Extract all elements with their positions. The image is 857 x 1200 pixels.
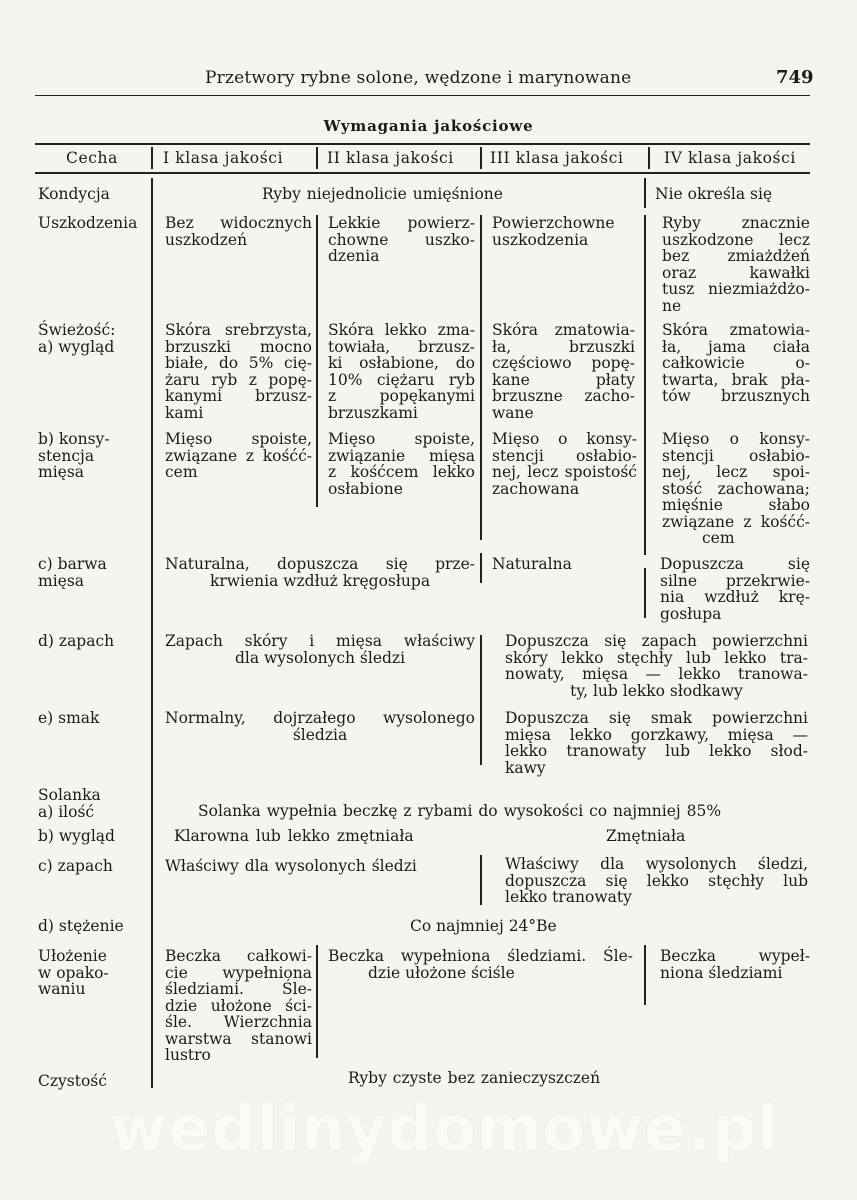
cell-line: nej, lecz spoistość (492, 463, 637, 481)
solanka-zapach-klasa-1-2: Właściwy dla wysolonych śledzi (165, 857, 417, 875)
header-separator (316, 147, 318, 169)
column-header-klasa-1: I klasa jakości (163, 149, 284, 167)
cell-line: 10% ciężaru ryb (328, 370, 475, 389)
cell-line: w opako- (38, 963, 109, 982)
cell-line: mięsa lekko gorzkawy, mięsa — (505, 725, 808, 744)
cell-line: związanie mięsa (328, 446, 475, 465)
running-header-title: Przetwory rybne solone, wędzone i marynowane (205, 68, 632, 88)
swiezosc-klasa-3 (492, 322, 635, 421)
cell-line: cem (702, 529, 735, 547)
cell-line: związane z kośćć- (165, 446, 312, 465)
cell-line: zachowana (492, 479, 580, 498)
stezenie-all: Co najmniej 24°Be (410, 917, 557, 935)
column-header-klasa-2: II klasa jakości (327, 149, 454, 167)
cell-line: c) barwa (38, 555, 107, 573)
swiezosc-klasa-2 (328, 322, 475, 421)
cell-line: Mięso o konsy- (492, 430, 637, 448)
cell-line: warstwa stanowi (165, 1029, 312, 1048)
column-header-cecha: Cecha (66, 149, 118, 167)
cell-line: śledziami. Śle- (165, 980, 312, 998)
swiezosc-klasa-1 (165, 322, 312, 421)
row-label-zapach: d) zapach (38, 632, 115, 650)
cell-line: dla wysolonych śledzi (234, 648, 406, 667)
column-separator-3-4 (480, 553, 482, 583)
cell-line: mięśnie słabo (662, 496, 810, 514)
uszkodzenia-klasa-2 (328, 215, 475, 265)
cell-line: stencja (38, 446, 95, 465)
cell-line: Skóra srebrzysta, (165, 321, 312, 339)
cell-line: Solanka (38, 786, 101, 804)
cell-line: tów brzusznych (662, 387, 810, 405)
row-label-kondycja: Kondycja (38, 185, 110, 203)
row-label-swiezosc (38, 322, 115, 355)
cell-line: dopuszcza się lekko stęchły lub (505, 871, 808, 890)
cell-line: gosłupa (660, 604, 722, 623)
column-separator-ulozenie (316, 945, 318, 1058)
cell-line: oraz kawałki (662, 263, 810, 282)
kondycja-klasa-1-3: Ryby niejednolicie umięśnione (262, 185, 503, 203)
cell-line: ła, jama ciała (662, 337, 810, 356)
swiezosc-klasa-4 (662, 322, 810, 405)
cell-line: śle. Wierzchnia (165, 1013, 312, 1031)
cell-line: lekko tranowaty lub lekko słod- (505, 742, 808, 760)
row-label-uszkodzenia: Uszkodzenia (38, 214, 138, 232)
zapach-klasa-1-2 (165, 633, 475, 666)
cell-line: stość zachowana; (662, 479, 810, 498)
cell-line: towiała, brzusz- (328, 337, 475, 356)
cell-line: cie wypełniona (165, 963, 312, 982)
cell-line: uszkodzenia (492, 230, 589, 249)
cell-line: dzie ułożone ściśle (368, 963, 515, 982)
cell-line: kanymi brzusz- (165, 387, 312, 405)
cell-line: Zapach skóry i mięsa właściwy (165, 632, 475, 650)
table-title: Wymagania jakościowe (323, 117, 534, 135)
cell-line: Mięso spoiste, (328, 430, 475, 448)
row-label-smak: e) smak (38, 709, 100, 727)
header-separator (648, 147, 650, 169)
cell-line: Dopuszcza się zapach powierzchni (505, 632, 808, 650)
cell-line: mięsa (38, 571, 85, 590)
cell-line: twarta, brak pła- (662, 370, 810, 389)
cell-line: Świeżość: (38, 321, 116, 339)
cell-line: kawy (505, 758, 546, 777)
cell-line: żaru ryb z popę- (165, 370, 312, 389)
column-header-klasa-4: IV klasa jakości (664, 149, 796, 167)
cell-line: a) wygląd (38, 337, 115, 356)
cell-line: nia wzdłuż krę- (660, 588, 810, 606)
row-label-ulozenie (38, 948, 109, 998)
konsystencja-klasa-4 (662, 431, 810, 547)
table-header-rule (35, 172, 810, 174)
barwa-klasa-3: Naturalna (492, 555, 572, 573)
cell-line: Normalny, dojrzałego wysolonego (165, 709, 475, 727)
row-label-barwa (38, 556, 107, 589)
cell-line: częściowo popę- (492, 354, 635, 372)
cell-line: brzuszkami (328, 403, 418, 422)
cell-line: Skóra zmatowia- (662, 321, 810, 339)
table-top-rule (35, 143, 810, 145)
barwa-klasa-1-2 (165, 556, 475, 589)
cell-line: osłabione (328, 479, 403, 498)
cell-line: całkowicie o- (662, 354, 810, 372)
cell-line: stencji osłabio- (662, 446, 810, 465)
row-label-stezenie: d) stężenie (38, 917, 124, 935)
cell-line: Mięso o konsy- (662, 430, 810, 448)
cell-line: nowaty, mięsa — lekko tranowa- (505, 665, 808, 683)
column-separator-3-4 (644, 568, 646, 618)
cell-line: Lekkie powierz- (328, 214, 475, 232)
cell-line: skóry lekko stęchły lub lekko tra- (505, 648, 808, 667)
cell-line: ty, lub lekko słodkawy (570, 681, 743, 700)
uszkodzenia-klasa-3 (492, 215, 639, 248)
cell-line: waniu (38, 980, 86, 998)
cell-line: silne przekrwie- (660, 571, 810, 590)
konsystencja-klasa-3 (492, 431, 637, 497)
cell-line: krwienia wzdłuż kręgosłupa (209, 571, 431, 590)
column-header-klasa-3: III klasa jakości (490, 149, 624, 167)
cell-line: dzenia (328, 247, 380, 265)
row-label-solanka-wyglad: b) wygląd (38, 827, 115, 845)
column-separator-1-2 (480, 635, 482, 765)
zapach-klasa-3-4 (505, 633, 808, 699)
cell-line: chowne uszko- (328, 230, 475, 249)
column-separator-3-4 (480, 215, 482, 540)
cell-line: Powierzchowne (492, 214, 615, 232)
kondycja-klasa-4: Nie określa się (655, 185, 773, 203)
watermark: wedlinydomowe.pl (110, 1092, 780, 1165)
cell-line: lustro (165, 1046, 211, 1064)
solanka-wyglad-klasa-3-4: Zmętniała (606, 827, 686, 845)
cell-line: kane płaty (492, 370, 635, 389)
cell-line: lekko tranowaty (505, 888, 632, 906)
ulozenie-klasa-1 (165, 948, 312, 1064)
cell-line: brzuszki mocno (165, 337, 312, 356)
page-number: 749 (776, 67, 814, 88)
cell-line: Ryby znacznie (662, 214, 810, 232)
cell-line: nej, lecz spoi- (662, 463, 810, 481)
cell-line: stencji osłabio- (492, 446, 637, 465)
cell-line: wane (492, 403, 534, 422)
cell-line: dzie ułożone ści- (165, 996, 312, 1015)
ulozenie-klasa-2-3 (328, 948, 633, 981)
cell-line: brzuszne zacho- (492, 387, 635, 405)
smak-klasa-1-2 (165, 710, 475, 743)
cell-line: z popękanymi (328, 387, 475, 405)
cell-line: Beczka wypełniona śledziami. Śle- (328, 947, 633, 965)
czystosc-all: Ryby czyste bez zanieczyszczeń (348, 1069, 601, 1087)
column-separator-1-2 (480, 855, 482, 905)
cell-line: Mięso spoiste, (165, 430, 312, 448)
cell-line: ła, brzuszki (492, 337, 635, 356)
cell-line: bez zmiażdżeń (662, 247, 810, 265)
cell-line: ki osłabione, do (328, 354, 475, 372)
row-label-czystosc: Czystość (38, 1072, 107, 1090)
cell-line: śledzia (292, 725, 348, 744)
ulozenie-klasa-4 (660, 948, 810, 981)
cell-line: białe, do 5% cię- (165, 354, 312, 372)
column-separator-label (151, 178, 153, 1088)
cell-line: Bez widocznych (165, 214, 312, 232)
cell-line: niona śledziami (660, 963, 783, 982)
uszkodzenia-klasa-1 (165, 215, 312, 248)
cell-line: cem (165, 463, 198, 481)
cell-line: Właściwy dla wysolonych śledzi, (505, 855, 808, 873)
cell-line: kami (165, 403, 204, 422)
cell-line: Skóra zmatowia- (492, 321, 635, 339)
solanka-zapach-klasa-3-4 (505, 856, 808, 906)
header-rule (35, 95, 810, 96)
cell-line: Ułożenie (38, 947, 107, 965)
cell-line: Dopuszcza się (660, 555, 810, 573)
cell-line: b) konsy- (38, 430, 110, 448)
cell-line: ne (662, 296, 682, 315)
cell-line: uszkodzone lecz (662, 230, 810, 249)
column-separator-3-4 (644, 178, 646, 208)
konsystencja-klasa-1 (165, 431, 312, 481)
row-label-solanka-zapach: c) zapach (38, 857, 113, 875)
cell-line: uszkodzeń (165, 230, 248, 249)
column-separator-3-4 (644, 215, 646, 555)
row-label-solanka-ilosc (38, 787, 101, 820)
smak-klasa-3-4 (505, 710, 808, 776)
cell-line: Dopuszcza się smak powierzchni (505, 709, 808, 727)
barwa-klasa-4 (660, 556, 810, 622)
cell-line: związane z kośćć- (662, 512, 810, 531)
solanka-wyglad-klasa-1-2: Klarowna lub lekko zmętniała (174, 827, 414, 845)
cell-line: Skóra lekko zma- (328, 321, 475, 339)
cell-line: mięsa (38, 463, 85, 481)
konsystencja-klasa-2 (328, 431, 475, 497)
cell-line: a) ilość (38, 802, 95, 821)
header-separator (151, 147, 153, 169)
cell-line: Beczka wypeł- (660, 947, 810, 965)
row-label-konsystencja (38, 431, 110, 481)
cell-line: Naturalna, dopuszcza się prze- (165, 555, 475, 573)
solanka-ilosc-all: Solanka wypełnia beczkę z rybami do wysokości co najmniej 85% (198, 802, 722, 820)
cell-line: z kośćcem lekko (328, 463, 475, 481)
header-separator (480, 147, 482, 169)
uszkodzenia-klasa-4 (662, 215, 810, 314)
column-separator-2-3 (316, 215, 318, 507)
cell-line: tusz niezmiażdżo- (662, 280, 810, 298)
cell-line: Beczka całkowi- (165, 947, 312, 965)
